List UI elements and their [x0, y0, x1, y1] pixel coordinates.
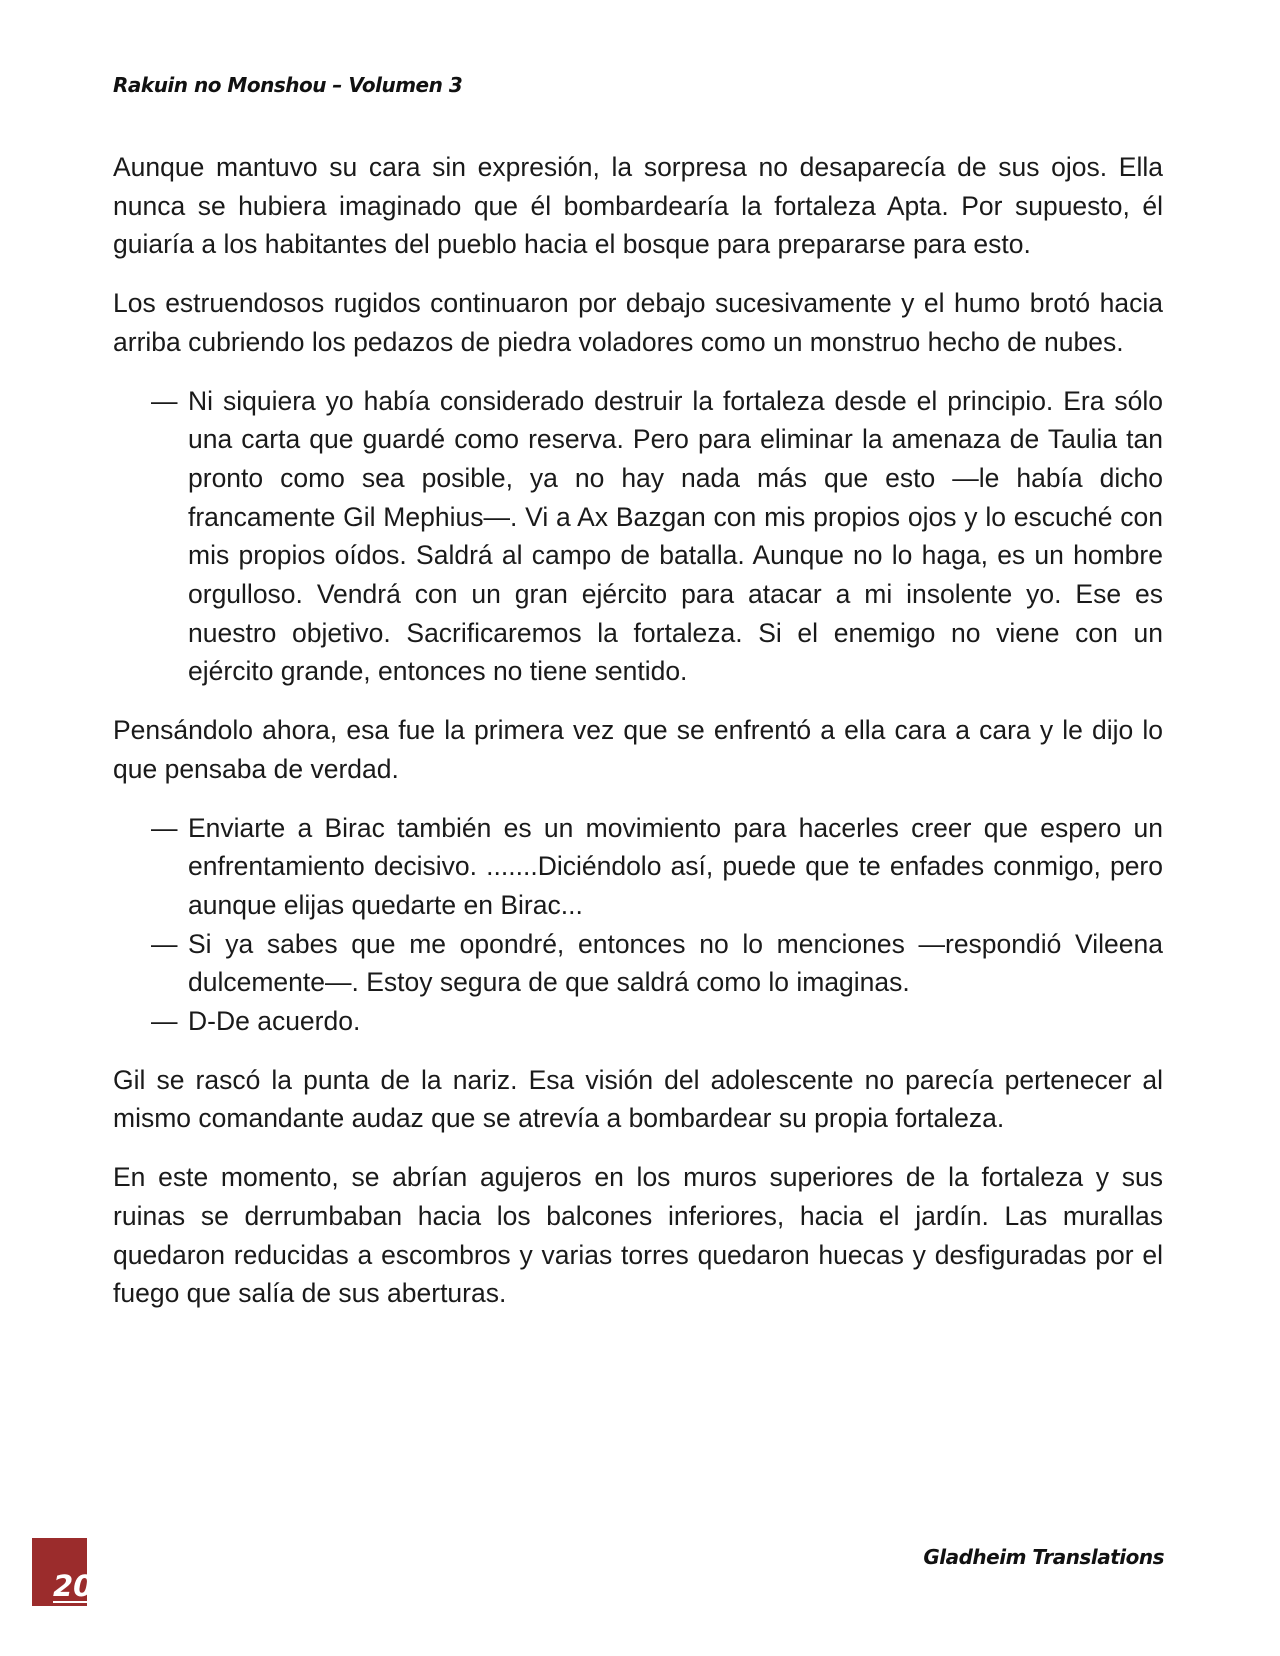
- dialogue-dash: —: [151, 812, 178, 843]
- dialogue-dash: —: [151, 928, 178, 959]
- paragraph-1: Aunque mantuvo su cara sin expresión, la sorpresa no desaparecía de sus ojos. Ella nunca se hubiera imaginado que él bombardearía la fortaleza Apta. Por supuesto, él guiaría a los habitantes del pueblo hacia el bosque para prepararse para esto.: [113, 152, 1163, 260]
- paragraph-5: En este momento, se abrían agujeros en los muros superiores de la fortaleza y sus ruinas se derrumbaban hacia los balcones inferiores, hacia el jardín. Las murallas quedaron reducidas a escombros y varias torres quedaron huecas y desfiguradas por el fuego que salía de sus aberturas.: [113, 1162, 1163, 1309]
- dialogue-text: D-De acuerdo.: [188, 1006, 361, 1037]
- dialogue-text: Si ya sabes que me opondré, entonces no lo menciones —respondió Vileena dulcemente—. Estoy segura de que saldrá como lo imaginas.: [188, 928, 1163, 998]
- footer-credit: Gladheim Translations: [923, 1545, 1164, 1569]
- dialogue-dash: —: [151, 385, 178, 416]
- dialogue-line-4: [113, 1002, 1163, 1041]
- dialogue-text: Ni siquiera yo había considerado destruir la fortaleza desde el principio. Era sólo una carta que guardé como reserva. Pero para eliminar la amenaza de Taulia tan pronto como sea posible, ya no hay nada más que esto —le había dicho francamente Gil Mephius—. Vi a Ax Bazgan con mis propios ojos y lo escuché con mis propios oídos. Saldrá al campo de batalla. Aunque no lo haga, es un hombre orgulloso. Vendrá con un gran ejército para atacar a mi insolente yo. Ese es nuestro objetivo. Sacrificaremos la fortaleza. Si el enemigo no viene con un ejército grande, entonces no tiene sentido.: [188, 385, 1163, 687]
- dialogue-block-1: [113, 382, 1163, 692]
- dialogue-block-2: [113, 809, 1163, 1041]
- dialogue-line-3: [113, 925, 1163, 1002]
- page-number: 20: [53, 1569, 94, 1603]
- running-header: Rakuin no Monshou – Volumen 3: [113, 73, 463, 97]
- dialogue-text: Enviarte a Birac también es un movimiento para hacerles creer que espero un enfrentamiento decisivo. .......Diciéndolo así, puede que te enfades conmigo, pero aunque elijas quedarte en Birac...: [188, 812, 1163, 920]
- dialogue-line-1: [113, 382, 1163, 692]
- dialogue-line-2: [113, 809, 1163, 925]
- dialogue-dash: —: [151, 1006, 178, 1037]
- page-number-box: [32, 1538, 94, 1606]
- page-body: [113, 148, 1163, 1333]
- paragraph-2: Los estruendosos rugidos continuaron por debajo sucesivamente y el humo brotó hacia arriba cubriendo los pedazos de piedra voladores como un monstruo hecho de nubes.: [113, 288, 1163, 357]
- paragraph-4: Gil se rascó la punta de la nariz. Esa visión del adolescente no parecía pertenecer al mismo comandante audaz que se atrevía a bombardear su propia fortaleza.: [113, 1064, 1163, 1134]
- paragraph-3: Pensándolo ahora, esa fue la primera vez que se enfrentó a ella cara a cara y le dijo lo que pensaba de verdad.: [113, 715, 1163, 784]
